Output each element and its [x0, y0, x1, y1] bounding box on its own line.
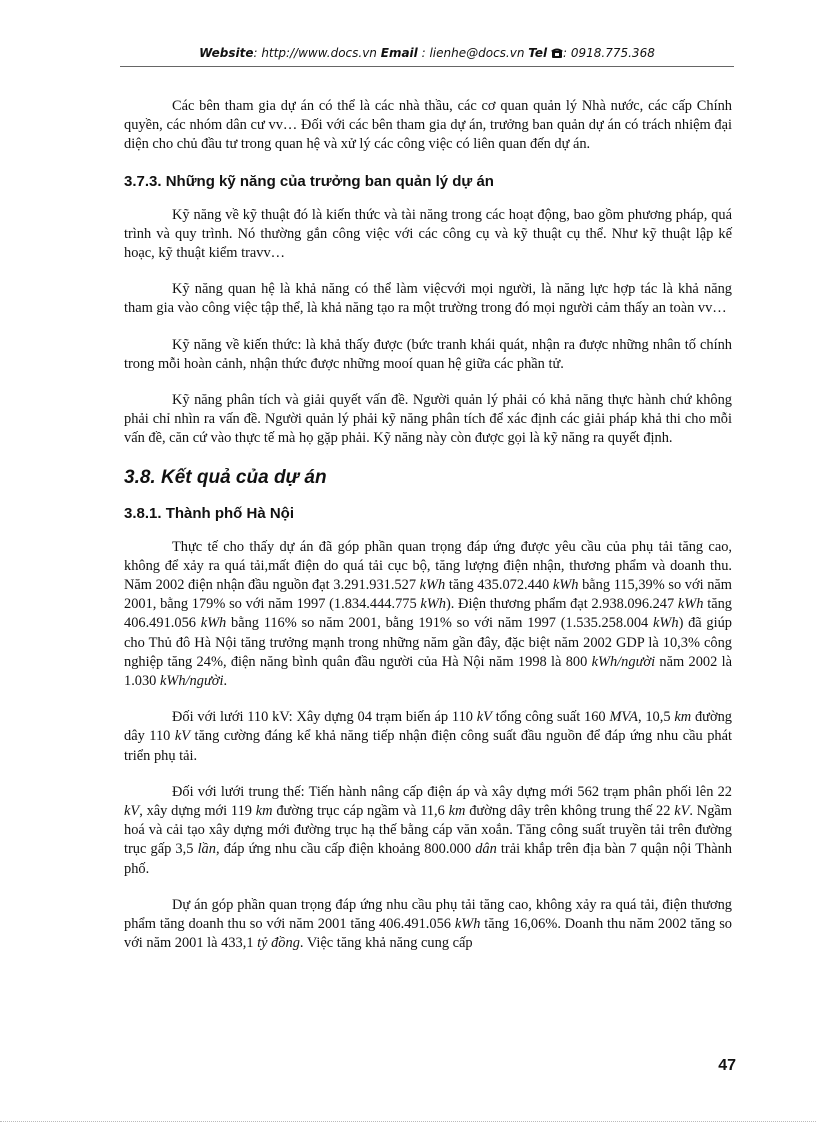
paragraph: Kỹ năng phân tích và giải quyết vấn đề. Người quản lý phải có khả năng thực hành chứ không phải chỉ nhìn ra vấn đề. Người quản lý phải kỹ năng phân tích để xác định các giải pháp khả thi cho mỗi vấn đề, căn cứ vào thực tế mà họ gặp phải. Kỹ năng này còn được gọi là kỹ năng ra quyết định. [124, 392, 732, 447]
page-header [120, 46, 734, 60]
paragraph: Kỹ năng về kỹ thuật đó là kiến thức và tài năng trong các hoạt động, bao gồm phương pháp, quá trình và quy trình. Nó thường gắn công việc với các công cụ và kỹ thuật cụ thể. Như kỹ thuật lập kế hoạc, kỹ thuật kiểm travv… [124, 206, 732, 262]
page-number: 47 [718, 1057, 736, 1074]
website-label: Website [199, 46, 254, 60]
header-divider [120, 66, 734, 67]
tel-number: : 0918.775.368 [563, 46, 655, 60]
paragraph: Đối với lưới trung thế: Tiến hành nâng cấp điện áp và xây dựng mới 562 trạm phân phối lên 22 kV, xây dựng mới 119 km đường trục cáp ngầm và 11,6 km đường dây trên không trung thế 22 kV. Ngầm hoá và cải tạo xây dựng mới đường trục hạ thế bằng cáp văn xoắn. Tăng công suất truyền tải trên đường trục gấp 3,5 lần, đáp ứng nhu cầu cấp điện khoảng 800.000 dân trải khắp trên địa bàn 7 quận nội Thành phố. [124, 783, 732, 877]
website-url[interactable]: : http://www.docs.vn [253, 46, 377, 60]
section-heading-3-8: 3.8. Kết quả của dự án [124, 466, 327, 488]
email-label: Email [380, 46, 418, 60]
paragraph: Thực tế cho thấy dự án đã góp phần quan trọng đáp ứng được yêu cầu của phụ tải tăng cao, không để xảy ra quá tải,mất điện do quá tải cục bộ, tăng lượng điện nhận, thương phẩm và doanh thu. Năm 2002 điện nhận đầu nguồn đạt 3.291.931.527 kWh tăng 435.072.440 kWh bằng 115,39% so với năm 2001, bằng 179% so với năm 1997 (1.834.444.775 kWh). Điện thương phẩm đạt 2.938.096.247 kWh tăng 406.491.056 kWh bằng 116% so năm 2001, bằng 191% so với năm 1997 (1.535.258.004 kWh) đã giúp cho Thủ đô Hà Nội tăng trưởng mạnh trong những năm gần đây, đặc biệt năm 2002 GDP là 10,3% công nghiệp tăng 24%, điện năng bình quân đầu người của Hà Nội năm 1998 là 800 kWh/người năm 2002 là 1.030 kWh/người. [124, 538, 732, 690]
paragraph: Kỹ năng quan hệ là khả năng có thể làm việcvới mọi người, là năng lực hợp tác là khả năng tham gia vào công việc tập thể, là khả năng tạo ra một trường trong đó mọi người cảm thấy an toàn vv… [124, 281, 732, 317]
subsection-heading-3-8-1: 3.8.1. Thành phố Hà Nội [124, 504, 295, 522]
paragraph: Đối với lưới 110 kV: Xây dựng 04 trạm biến áp 110 kV tổng công suất 160 MVA, 10,5 km đường dây 110 kV tăng cường đáng kể khả năng tiếp nhận điện công suất đầu nguồn để đáp ứng nhu cầu phát triển phụ tải. [124, 709, 732, 764]
paragraph: Các bên tham gia dự án có thể là các nhà thầu, các cơ quan quản lý Nhà nước, các cấp Chính quyền, các nhóm dân cư vv… Đối với các bên tham gia dự án, trưởng ban quản dự án có trách nhiệm đại diện cho chủ đầu tư trong quan hệ và xử lý các công việc có liên quan đến dự án. [124, 98, 732, 153]
page-content [124, 97, 732, 954]
paragraph: Dự án góp phần quan trọng đáp ứng nhu cầu phụ tải tăng cao, không xảy ra quá tải, điện thương phẩm tăng doanh thu so với năm 2001 tăng 406.491.056 kWh tăng 16,06%. Doanh thu năm 2002 tăng so với năm 2001 là 433,1 tỷ đồng. Việc tăng khả năng cung cấp [124, 896, 732, 952]
paragraph: Kỹ năng về kiến thức: là khả thấy được (bức tranh khái quát, nhận ra được những nhân tố chính trong mỗi hoàn cảnh, nhận thức được những mooí quan hệ giữa các phần tử. [124, 336, 732, 372]
page-bottom-divider [0, 1121, 816, 1122]
email-address[interactable]: : lienhe@docs.vn [421, 46, 525, 60]
tel-label: Tel [528, 46, 548, 60]
phone-icon [551, 47, 563, 58]
subsection-heading-3-7-3: 3.7.3. Những kỹ năng của trưởng ban quản lý dự án [124, 172, 494, 190]
